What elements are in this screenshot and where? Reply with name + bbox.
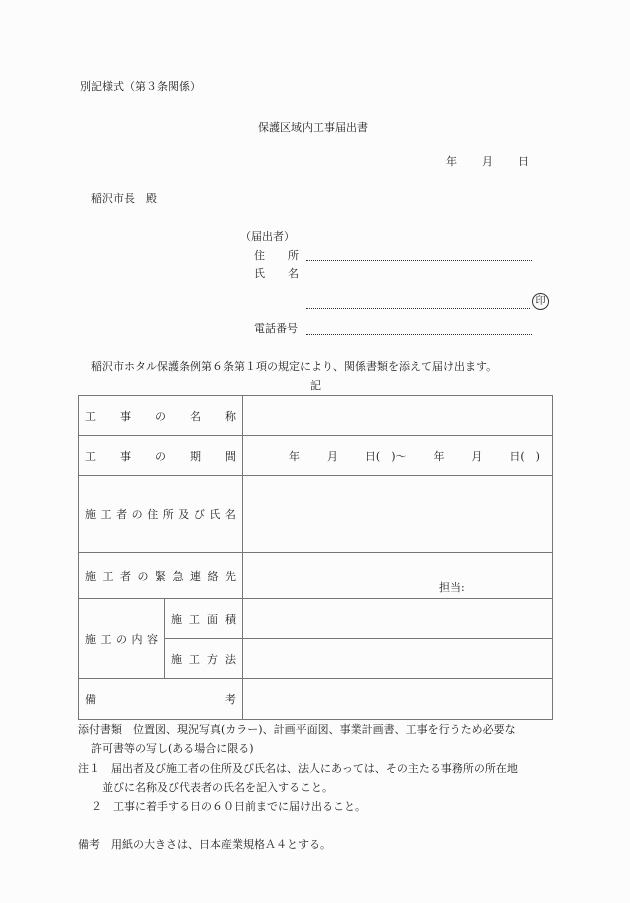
note-1-line-2: 並びに名称及び代表者の氏名を記入すること。 <box>102 781 333 794</box>
phone-label: 電話番号 <box>254 322 298 335</box>
label-char: 日( ) <box>509 449 540 463</box>
label-char: の <box>155 409 166 423</box>
label-remarks <box>79 679 243 720</box>
date-day: 日 <box>518 155 529 168</box>
label-char: の <box>116 632 127 646</box>
label-emergency <box>79 553 243 599</box>
name-field[interactable] <box>306 308 530 309</box>
label-char: 間 <box>225 449 236 463</box>
label-char: 施 <box>171 652 182 666</box>
label-char: 年 <box>433 449 445 463</box>
label-char: 工 <box>102 569 114 583</box>
label-text <box>85 691 236 707</box>
label-char: 事 <box>120 449 131 463</box>
contractor-field[interactable] <box>243 476 553 553</box>
label-char: 氏 <box>209 508 221 521</box>
label-char: 面 <box>207 612 218 626</box>
note-1-line-1: 注１ 届出者及び施工者の住所及び氏名は、法人にあっては、その主たる事務所の所在地 <box>78 762 518 775</box>
label-contractor <box>79 476 243 553</box>
label-char: 住 <box>147 508 159 521</box>
tanto-label: 担当: <box>439 581 465 594</box>
work-period-field[interactable] <box>243 436 553 476</box>
label-char: 急 <box>172 569 184 583</box>
label-text <box>171 651 236 667</box>
period-template <box>249 448 546 464</box>
label-char: 者 <box>120 569 131 583</box>
remarks-field[interactable] <box>243 679 553 720</box>
statement: 稲沢市ホタル保護条例第６条第１項の規定により、関係書類を添えて届け出ます。 <box>91 360 498 373</box>
label-method <box>165 639 243 679</box>
date-year: 年 <box>446 155 457 168</box>
row-contractor <box>79 476 553 553</box>
label-char: 内 <box>131 632 143 646</box>
method-field[interactable] <box>243 639 553 679</box>
paper-size-remark: 備考 用紙の大きさは、日本産業規格Ａ４とする。 <box>78 838 331 851</box>
address-label-2: 所 <box>288 249 299 262</box>
label-char: 法 <box>225 652 236 666</box>
phone-field[interactable] <box>306 334 532 335</box>
label-char: 緊 <box>155 569 166 583</box>
label-char: 備 <box>85 693 96 706</box>
ki-heading: 記 <box>310 379 321 392</box>
label-char: 名 <box>224 508 236 521</box>
label-char: 方 <box>207 652 218 666</box>
label-work-name <box>79 396 243 436</box>
name-label-1: 氏 <box>254 267 265 280</box>
label-work-period <box>79 436 243 476</box>
row-content-area <box>79 599 553 639</box>
label-char: 施 <box>171 612 182 626</box>
label-char: 先 <box>225 569 236 583</box>
label-char: の <box>137 569 149 583</box>
form-number: 別記様式（第３条関係） <box>80 80 201 93</box>
name-label-2: 名 <box>288 267 299 280</box>
label-char: 月 <box>326 449 338 463</box>
label-char: び <box>193 508 205 521</box>
address-label-1: 住 <box>254 249 265 262</box>
row-work-name <box>79 396 553 436</box>
label-char: 工 <box>100 508 112 521</box>
label-char: 考 <box>225 693 236 706</box>
label-char: 工 <box>100 632 112 646</box>
label-char: 年 <box>289 449 300 463</box>
label-char: 事 <box>120 409 131 423</box>
applicant-heading: （届出者） <box>240 230 295 243</box>
row-emergency <box>79 553 553 599</box>
label-text <box>85 408 236 424</box>
label-char: 工 <box>85 449 96 463</box>
address-field[interactable] <box>306 260 532 261</box>
addressee: 稲沢市長 殿 <box>91 192 157 205</box>
label-char: 絡 <box>207 569 219 583</box>
label-text <box>85 568 236 584</box>
emergency-field[interactable] <box>243 553 553 599</box>
label-char: 容 <box>147 632 158 646</box>
label-char: 及 <box>178 508 190 521</box>
label-char: 者 <box>116 508 128 521</box>
seal-icon: 印 <box>532 293 549 310</box>
label-char: 期 <box>190 449 201 463</box>
label-text <box>85 631 158 647</box>
label-content <box>79 599 165 679</box>
label-char: 日( )～ <box>364 449 407 463</box>
label-char: 連 <box>190 569 201 583</box>
attachments-line-2: 許可書等の写し(ある場合に限る) <box>91 742 254 755</box>
label-char: 称 <box>225 409 236 423</box>
label-char: 工 <box>189 612 200 626</box>
label-text <box>85 506 236 522</box>
label-char: 名 <box>190 409 201 423</box>
row-work-period <box>79 436 553 476</box>
label-char: 月 <box>471 449 483 463</box>
label-char: 施 <box>85 569 96 583</box>
label-char: 施 <box>85 632 96 646</box>
work-name-field[interactable] <box>243 396 553 436</box>
application-table <box>78 395 553 720</box>
page-title: 保護区域内工事届出書 <box>258 121 368 134</box>
label-char: の <box>155 449 166 463</box>
label-char: 積 <box>225 612 236 626</box>
label-char: 工 <box>189 652 200 666</box>
label-text <box>85 448 236 464</box>
label-area <box>165 599 243 639</box>
attachments-line-1: 添付書類 位置図、現況写真(カラー)、計画平面図、事業計画書、工事を行うため必要な <box>78 723 516 736</box>
label-text <box>171 611 236 627</box>
label-char: 所 <box>162 508 174 521</box>
row-remarks <box>79 679 553 720</box>
area-field[interactable] <box>243 599 553 639</box>
note-2: ２ 工事に着手する日の６０日前までに届け出ること。 <box>91 800 366 813</box>
label-char: の <box>131 508 143 521</box>
date-month: 月 <box>482 155 493 168</box>
label-char: 施 <box>85 508 96 521</box>
label-char: 工 <box>85 409 96 423</box>
